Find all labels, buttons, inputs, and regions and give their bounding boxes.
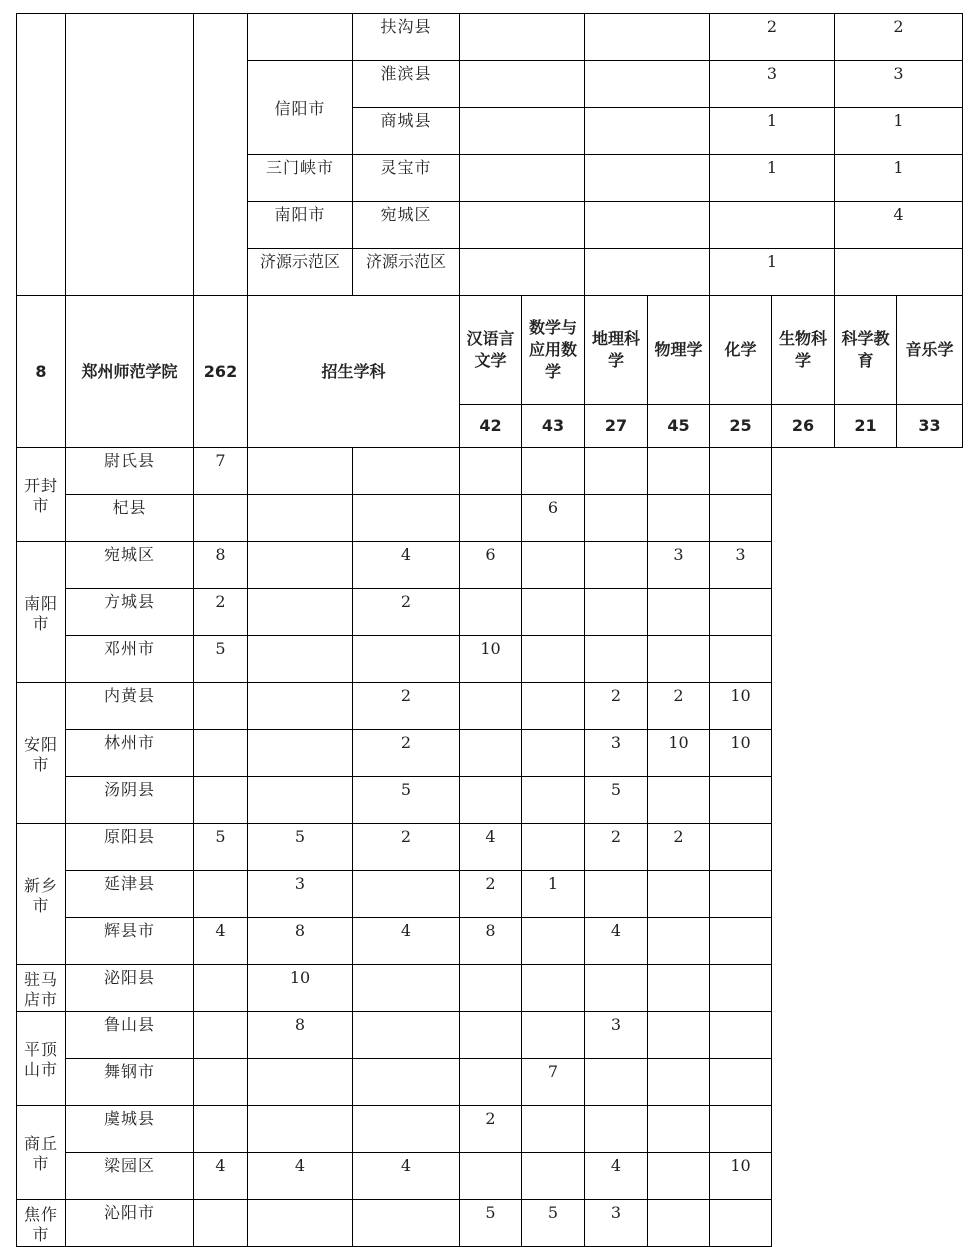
county-cell: 宛城区	[353, 202, 460, 249]
value-cell: 5	[460, 1200, 522, 1247]
value-cell: 5	[194, 824, 248, 871]
value-cell	[194, 1012, 248, 1059]
value-cell	[585, 448, 648, 495]
value-cell	[353, 965, 460, 1012]
subject-total: 26	[772, 405, 835, 448]
prev-total-cell	[194, 14, 248, 296]
value-cell	[522, 730, 585, 777]
value-cell: 6	[460, 542, 522, 589]
subject-total: 45	[648, 405, 710, 448]
value-cell	[248, 542, 353, 589]
table-row	[17, 1200, 963, 1247]
value-cell	[648, 918, 710, 965]
value-cell: 2	[648, 824, 710, 871]
subject-header: 数学与应用数学	[522, 296, 585, 405]
table-row	[17, 965, 963, 1012]
county-cell: 梁园区	[66, 1153, 194, 1200]
value-cell	[248, 1059, 353, 1106]
county-cell: 沁阳市	[66, 1200, 194, 1247]
county-cell: 延津县	[66, 871, 194, 918]
table-row	[17, 14, 963, 61]
county-cell: 扶沟县	[353, 14, 460, 61]
county-cell: 鲁山县	[66, 1012, 194, 1059]
value-cell	[585, 589, 648, 636]
value-cell: 3	[585, 1012, 648, 1059]
value-cell	[194, 1106, 248, 1153]
value-cell	[460, 155, 585, 202]
table-row	[17, 589, 963, 636]
county-cell: 汤阴县	[66, 777, 194, 824]
value-cell	[248, 495, 353, 542]
value-cell: 3	[710, 61, 835, 108]
value-cell: 3	[585, 730, 648, 777]
value-cell	[353, 636, 460, 683]
city-cell: 安阳市	[17, 683, 66, 824]
value-cell	[648, 1153, 710, 1200]
subject-total: 42	[460, 405, 522, 448]
value-cell: 7	[194, 448, 248, 495]
value-cell	[648, 589, 710, 636]
value-cell	[710, 589, 772, 636]
value-cell	[522, 1153, 585, 1200]
school-total: 262	[194, 296, 248, 448]
value-cell	[194, 1200, 248, 1247]
value-cell	[194, 495, 248, 542]
city-cell: 三门峡市	[248, 155, 353, 202]
table-row	[17, 871, 963, 918]
value-cell	[648, 1106, 710, 1153]
value-cell	[460, 14, 585, 61]
table-row	[17, 918, 963, 965]
value-cell	[353, 1200, 460, 1247]
table-row	[17, 777, 963, 824]
value-cell	[710, 636, 772, 683]
value-cell	[522, 636, 585, 683]
city-cell: 开封市	[17, 448, 66, 542]
subject-header: 物理学	[648, 296, 710, 405]
value-cell	[585, 495, 648, 542]
value-cell	[522, 1106, 585, 1153]
value-cell	[648, 495, 710, 542]
value-cell	[710, 448, 772, 495]
value-cell	[460, 495, 522, 542]
value-cell: 10	[248, 965, 353, 1012]
value-cell: 4	[194, 1153, 248, 1200]
value-cell	[710, 871, 772, 918]
city-cell: 南阳市	[248, 202, 353, 249]
county-cell: 林州市	[66, 730, 194, 777]
enrollment-table	[16, 13, 963, 1247]
value-cell	[710, 1200, 772, 1247]
value-cell	[648, 777, 710, 824]
value-cell	[460, 249, 585, 296]
value-cell: 5	[585, 777, 648, 824]
value-cell: 10	[710, 1153, 772, 1200]
value-cell	[585, 108, 710, 155]
city-cell: 信阳市	[248, 61, 353, 155]
subject-total: 25	[710, 405, 772, 448]
value-cell	[585, 636, 648, 683]
subject-total: 21	[835, 405, 897, 448]
value-cell	[648, 965, 710, 1012]
county-cell: 方城县	[66, 589, 194, 636]
table-row	[17, 730, 963, 777]
prev-no-cell	[17, 14, 66, 296]
value-cell	[353, 871, 460, 918]
value-cell: 1	[522, 871, 585, 918]
value-cell: 5	[522, 1200, 585, 1247]
value-cell: 1	[835, 155, 963, 202]
value-cell	[710, 1059, 772, 1106]
city-cell: 焦作市	[17, 1200, 66, 1247]
value-cell	[648, 636, 710, 683]
county-cell: 济源示范区	[353, 249, 460, 296]
value-cell	[710, 965, 772, 1012]
value-cell: 2	[835, 14, 963, 61]
value-cell: 2	[710, 14, 835, 61]
value-cell	[522, 589, 585, 636]
value-cell: 8	[248, 1012, 353, 1059]
value-cell	[460, 202, 585, 249]
value-cell: 4	[353, 918, 460, 965]
subject-header-row	[17, 296, 963, 405]
city-cell: 济源示范区	[248, 249, 353, 296]
value-cell: 2	[353, 824, 460, 871]
value-cell	[353, 1012, 460, 1059]
value-cell	[585, 965, 648, 1012]
county-cell: 淮滨县	[353, 61, 460, 108]
value-cell	[460, 730, 522, 777]
value-cell: 4	[460, 824, 522, 871]
value-cell	[460, 683, 522, 730]
prev-school-cell	[66, 14, 194, 296]
value-cell	[248, 730, 353, 777]
table-row	[17, 824, 963, 871]
value-cell: 2	[353, 589, 460, 636]
value-cell: 5	[194, 636, 248, 683]
value-cell: 2	[585, 683, 648, 730]
city-cell: 平顶山市	[17, 1012, 66, 1106]
value-cell: 3	[648, 542, 710, 589]
table-row	[17, 495, 963, 542]
value-cell	[835, 249, 963, 296]
table-row	[17, 1106, 963, 1153]
value-cell: 4	[585, 918, 648, 965]
value-cell	[585, 155, 710, 202]
subject-header: 化学	[710, 296, 772, 405]
county-cell: 商城县	[353, 108, 460, 155]
value-cell: 10	[710, 730, 772, 777]
value-cell	[194, 777, 248, 824]
value-cell: 5	[248, 824, 353, 871]
value-cell	[710, 202, 835, 249]
value-cell	[248, 1106, 353, 1153]
city-cell: 驻马店市	[17, 965, 66, 1012]
value-cell: 3	[585, 1200, 648, 1247]
value-cell: 2	[353, 730, 460, 777]
value-cell: 3	[248, 871, 353, 918]
value-cell: 2	[460, 1106, 522, 1153]
table-row	[17, 1059, 963, 1106]
value-cell	[522, 824, 585, 871]
value-cell	[460, 777, 522, 824]
value-cell	[522, 683, 585, 730]
value-cell: 3	[710, 542, 772, 589]
value-cell: 1	[835, 108, 963, 155]
value-cell	[522, 918, 585, 965]
value-cell: 3	[835, 61, 963, 108]
value-cell: 1	[710, 155, 835, 202]
county-cell: 宛城区	[66, 542, 194, 589]
table-row	[17, 448, 963, 495]
value-cell: 4	[194, 918, 248, 965]
value-cell	[648, 1059, 710, 1106]
county-cell: 灵宝市	[353, 155, 460, 202]
school-name: 郑州师范学院	[66, 296, 194, 448]
table-row	[17, 542, 963, 589]
value-cell: 7	[522, 1059, 585, 1106]
subject-total: 27	[585, 405, 648, 448]
value-cell	[585, 249, 710, 296]
value-cell	[194, 683, 248, 730]
value-cell: 10	[648, 730, 710, 777]
value-cell	[353, 448, 460, 495]
value-cell	[248, 589, 353, 636]
value-cell	[248, 777, 353, 824]
city-cell: 商丘市	[17, 1106, 66, 1200]
value-cell	[460, 61, 585, 108]
value-cell	[194, 730, 248, 777]
county-cell: 杞县	[66, 495, 194, 542]
city-cell: 南阳市	[17, 542, 66, 683]
value-cell: 4	[353, 542, 460, 589]
value-cell	[460, 108, 585, 155]
county-cell: 辉县市	[66, 918, 194, 965]
value-cell	[460, 1153, 522, 1200]
value-cell	[710, 824, 772, 871]
value-cell: 2	[648, 683, 710, 730]
county-cell: 原阳县	[66, 824, 194, 871]
subject-header: 音乐学	[897, 296, 963, 405]
value-cell	[710, 777, 772, 824]
county-cell: 泌阳县	[66, 965, 194, 1012]
value-cell	[522, 777, 585, 824]
value-cell	[248, 636, 353, 683]
value-cell	[522, 965, 585, 1012]
table-row	[17, 636, 963, 683]
city-cell: 新乡市	[17, 824, 66, 965]
city-cell	[248, 14, 353, 61]
value-cell	[460, 448, 522, 495]
value-cell	[194, 871, 248, 918]
value-cell: 1	[710, 249, 835, 296]
value-cell	[585, 1059, 648, 1106]
value-cell: 1	[710, 108, 835, 155]
value-cell: 4	[585, 1153, 648, 1200]
value-cell	[648, 1012, 710, 1059]
value-cell	[585, 202, 710, 249]
value-cell: 10	[710, 683, 772, 730]
value-cell: 8	[194, 542, 248, 589]
value-cell	[460, 589, 522, 636]
value-cell	[248, 1200, 353, 1247]
value-cell	[353, 1059, 460, 1106]
value-cell: 2	[585, 824, 648, 871]
value-cell	[353, 1106, 460, 1153]
value-cell: 8	[460, 918, 522, 965]
table-row	[17, 1012, 963, 1059]
subject-header: 生物科学	[772, 296, 835, 405]
value-cell	[522, 448, 585, 495]
county-cell: 舞钢市	[66, 1059, 194, 1106]
subject-total: 43	[522, 405, 585, 448]
value-cell	[585, 1106, 648, 1153]
value-cell	[710, 918, 772, 965]
value-cell: 4	[353, 1153, 460, 1200]
county-cell: 虞城县	[66, 1106, 194, 1153]
county-cell: 内黄县	[66, 683, 194, 730]
value-cell	[248, 448, 353, 495]
subject-header: 汉语言文学	[460, 296, 522, 405]
value-cell	[710, 1012, 772, 1059]
value-cell	[585, 871, 648, 918]
value-cell	[710, 495, 772, 542]
value-cell: 8	[248, 918, 353, 965]
value-cell: 4	[835, 202, 963, 249]
value-cell	[460, 1059, 522, 1106]
value-cell	[248, 683, 353, 730]
value-cell: 5	[353, 777, 460, 824]
value-cell: 10	[460, 636, 522, 683]
subject-header: 科学教育	[835, 296, 897, 405]
county-cell: 尉氏县	[66, 448, 194, 495]
value-cell: 2	[353, 683, 460, 730]
value-cell: 2	[194, 589, 248, 636]
county-cell: 邓州市	[66, 636, 194, 683]
subjects-header: 招生学科	[248, 296, 460, 448]
value-cell	[460, 965, 522, 1012]
value-cell: 4	[248, 1153, 353, 1200]
value-cell	[194, 1059, 248, 1106]
table-row	[17, 1153, 963, 1200]
value-cell	[460, 1012, 522, 1059]
value-cell	[585, 14, 710, 61]
value-cell	[648, 871, 710, 918]
value-cell	[585, 542, 648, 589]
value-cell	[194, 965, 248, 1012]
value-cell	[710, 1106, 772, 1153]
value-cell	[353, 495, 460, 542]
school-no: 8	[17, 296, 66, 448]
value-cell: 2	[460, 871, 522, 918]
subject-total: 33	[897, 405, 963, 448]
value-cell	[522, 1012, 585, 1059]
value-cell	[648, 448, 710, 495]
subject-header: 地理科学	[585, 296, 648, 405]
table-row	[17, 683, 963, 730]
value-cell: 6	[522, 495, 585, 542]
value-cell	[585, 61, 710, 108]
value-cell	[648, 1200, 710, 1247]
value-cell	[522, 542, 585, 589]
